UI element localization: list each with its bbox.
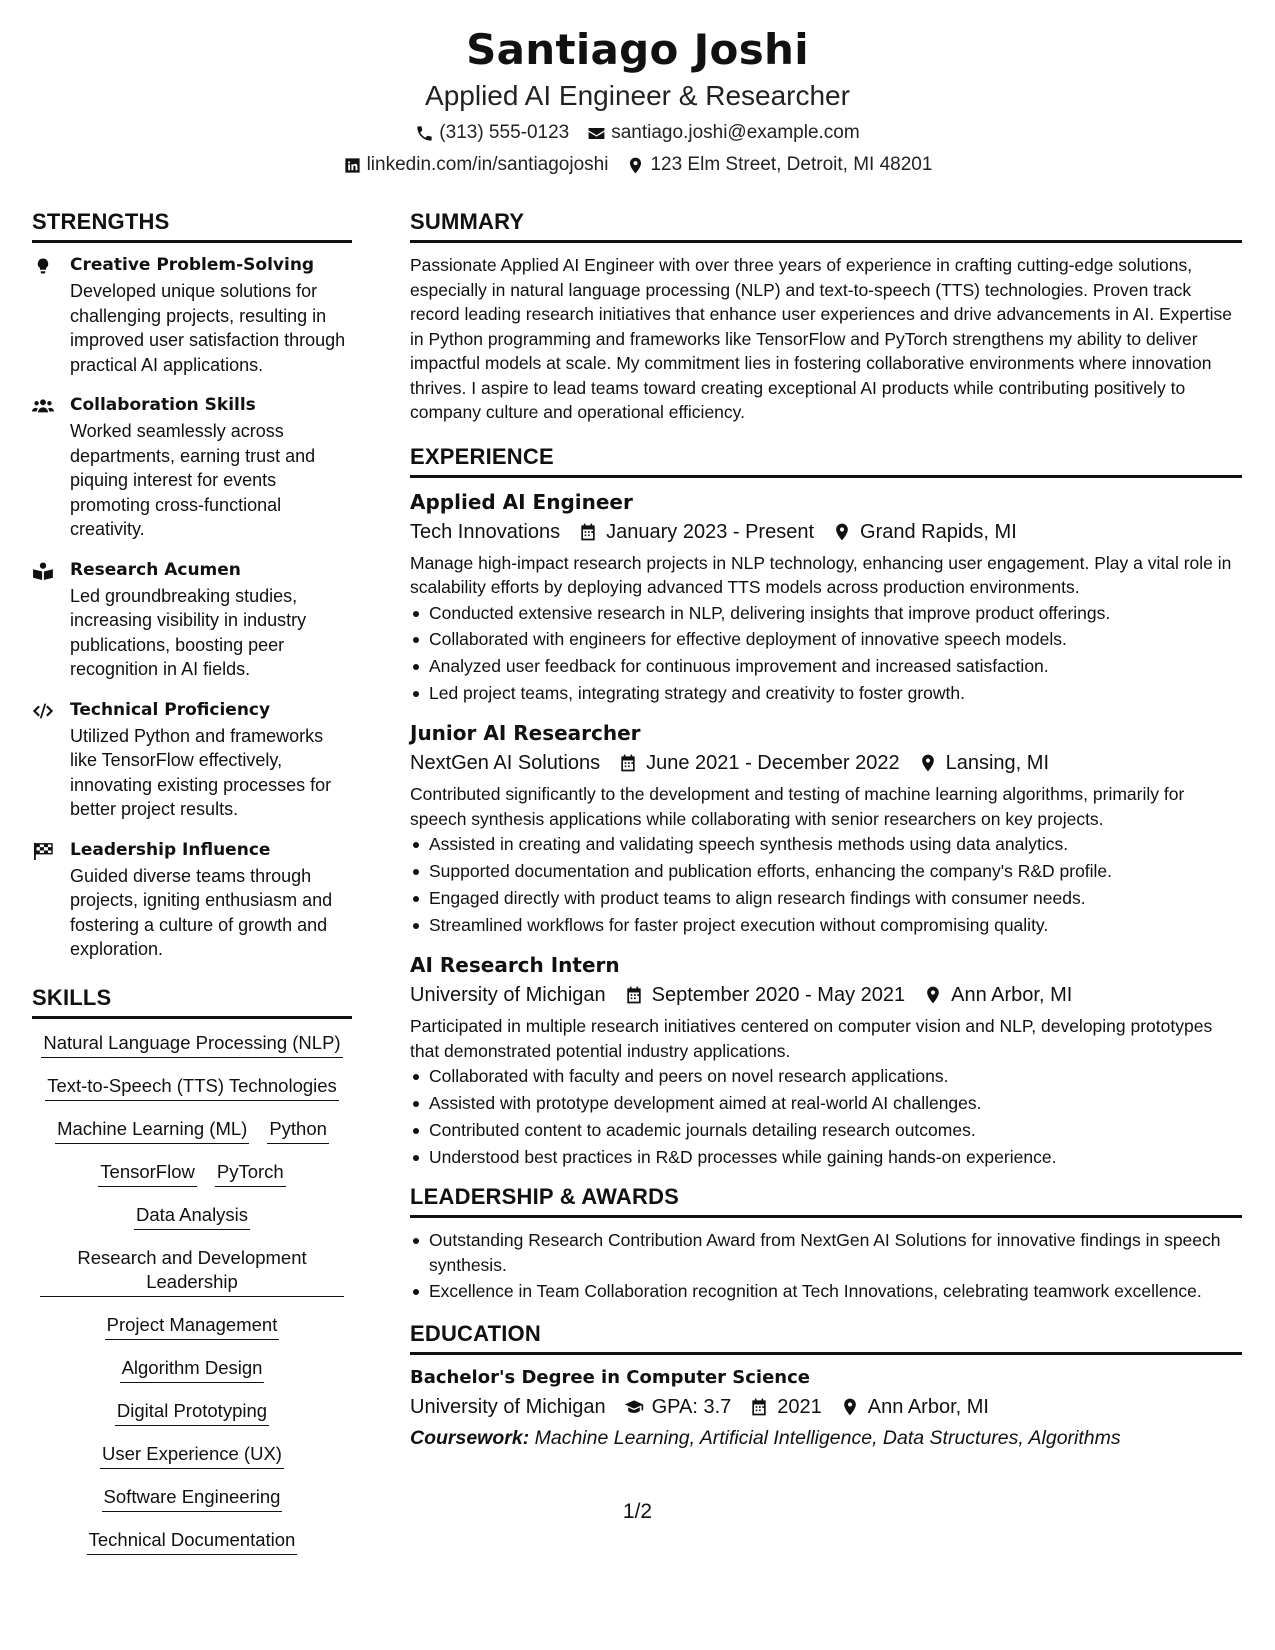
job-entry	[410, 719, 1242, 937]
phone-contact	[415, 120, 569, 146]
bullet-item: Streamlined workflows for faster project execution without compromising quality.	[410, 913, 1242, 938]
strength-description: Led groundbreaking studies, increasing visibility in industry publications, boosting peer recognition in AI fields.	[70, 585, 307, 679]
map-marker-icon	[626, 156, 645, 175]
job-entry	[410, 951, 1242, 1169]
skill-tag: User Experience (UX)	[100, 1442, 284, 1469]
job-location: Grand Rapids, MI	[832, 517, 1017, 547]
skill-tag: Machine Learning (ML)	[55, 1117, 249, 1144]
job-entry	[410, 488, 1242, 706]
address-contact	[626, 152, 932, 178]
award-item: Outstanding Research Contribution Award from NextGen AI Solutions for innovative findings in speech synthesis.	[410, 1228, 1242, 1277]
linkedin-text[interactable]: linkedin.com/in/santiagojoshi	[366, 154, 609, 175]
strength-item	[32, 393, 352, 542]
candidate-role: Applied AI Engineer & Researcher	[425, 80, 850, 111]
summary-heading: SUMMARY	[410, 208, 1242, 243]
bullet-item: Collaborated with faculty and peers on novel research applications.	[410, 1064, 1242, 1089]
skill-tag: Text-to-Speech (TTS) Technologies	[45, 1074, 339, 1101]
calendar-icon	[618, 753, 638, 773]
bullet-item: Led project teams, integrating strategy and creativity to foster growth.	[410, 681, 1242, 706]
map-marker-icon	[840, 1397, 860, 1417]
education-heading: EDUCATION	[410, 1320, 1242, 1355]
job-bullets	[410, 832, 1242, 937]
skill-tag: Project Management	[105, 1313, 280, 1340]
strength-title: Technical Proficiency	[70, 699, 271, 720]
calendar-icon	[578, 522, 598, 542]
skill-tag: Technical Documentation	[87, 1528, 298, 1555]
phone-text: (313) 555-0123	[439, 122, 570, 143]
linkedin-icon	[343, 156, 362, 175]
strength-description: Utilized Python and frameworks like TensorFlow effectively, innovating existing processes for better project results.	[70, 725, 332, 819]
skill-tag: Python	[267, 1117, 329, 1144]
skill-tag: PyTorch	[215, 1160, 286, 1187]
summary-text: Passionate Applied AI Engineer with over three years of experience in crafting cutting-edge solutions, especially in natural language processing (NLP) and text-to-speech (TTS) technologies. Proven track record leading research initiatives that enhance user experiences and drive advancements in AI. Expertise in Python programming and frameworks like TensorFlow and PyTorch strengthens my ability to deliver impactful models at scale. My commitment lies in fostering collaborative environments where innovation thrives. I aspire to lead teams toward creating exceptional AI products while contributing positively to company culture and operational efficiency.	[410, 255, 1232, 422]
degree-title: Bachelor's Degree in Computer Science	[410, 1366, 810, 1388]
strength-description: Guided diverse teams through projects, igniting enthusiasm and fostering a culture of growth and exploration.	[70, 865, 333, 959]
bullet-item: Engaged directly with product teams to align research findings with consumer needs.	[410, 886, 1242, 911]
leadership-heading: LEADERSHIP & AWARDS	[410, 1183, 1242, 1218]
strengths-heading: STRENGTHS	[32, 208, 352, 243]
strength-item	[32, 558, 352, 682]
job-description: Contributed significantly to the development and testing of machine learning algorithms, primarily for speech synthesis applications while collaborating with senior researchers on key projects.	[410, 784, 1185, 829]
resume-header	[0, 24, 1275, 178]
bullet-item: Contributed content to academic journals detailing research outcomes.	[410, 1118, 1242, 1143]
coursework-list: Machine Learning, Artificial Intelligence, Data Structures, Algorithms	[534, 1426, 1121, 1449]
bullet-item: Collaborated with engineers for effective deployment of innovative speech models.	[410, 627, 1242, 652]
address-text: 123 Elm Street, Detroit, MI 48201	[650, 154, 933, 175]
job-meta	[410, 980, 1242, 1010]
calendar-icon	[624, 985, 644, 1005]
map-marker-icon	[923, 985, 943, 1005]
skill-tag: TensorFlow	[98, 1160, 197, 1187]
email-text[interactable]: santiago.joshi@example.com	[611, 122, 860, 143]
page-number: 1/2	[622, 1500, 653, 1523]
map-marker-icon	[918, 753, 938, 773]
right-column	[410, 208, 1242, 1452]
strength-title: Creative Problem-Solving	[70, 255, 315, 275]
job-company: Tech Innovations	[410, 520, 561, 543]
strength-description: Developed unique solutions for challenging projects, resulting in improved user satisfaction through practical AI applications.	[70, 281, 346, 375]
bullet-item: Conducted extensive research in NLP, delivering insights that improve product offerings.	[410, 601, 1242, 626]
envelope-icon	[587, 124, 606, 143]
strength-item	[32, 698, 352, 822]
code-icon	[32, 702, 54, 720]
bullet-item: Assisted in creating and validating speech synthesis methods using data analytics.	[410, 832, 1242, 857]
skill-tag: Research and Development Leadership	[40, 1246, 344, 1297]
job-company: University of Michigan	[410, 984, 606, 1007]
skills-heading: SKILLS	[32, 984, 352, 1019]
bullet-item: Understood best practices in R&D processes while gaining hands-on experience.	[410, 1145, 1242, 1170]
job-dates: September 2020 - May 2021	[624, 980, 906, 1010]
skill-tag: Software Engineering	[102, 1485, 283, 1512]
contact-row-1	[0, 120, 1275, 146]
bullet-item: Assisted with prototype development aimed at real-world AI challenges.	[410, 1091, 1242, 1116]
coursework-label: Coursework:	[410, 1426, 530, 1449]
skills-list	[32, 1031, 352, 1555]
strength-description: Worked seamlessly across departments, earning trust and piquing interest for events promoting cross-functional creativity.	[70, 421, 316, 539]
education-year: 2021	[749, 1392, 822, 1422]
skill-tag: Digital Prototyping	[115, 1399, 269, 1426]
skill-tag: Algorithm Design	[120, 1356, 265, 1383]
job-description: Manage high-impact research projects in NLP technology, enhancing user engagement. Play a vital role in scalability efforts by deploying advanced TTS models across production environments.	[410, 552, 1232, 597]
lightbulb-icon	[32, 257, 54, 275]
email-contact[interactable]	[587, 120, 859, 146]
book-reader-icon	[32, 562, 54, 580]
education-meta	[410, 1392, 1242, 1422]
strength-item	[32, 253, 352, 377]
job-location: Ann Arbor, MI	[923, 980, 1072, 1010]
job-dates: January 2023 - Present	[578, 517, 814, 547]
calendar-icon	[749, 1397, 769, 1417]
job-bullets	[410, 601, 1242, 706]
skill-tag: Natural Language Processing (NLP)	[41, 1031, 342, 1058]
education-gpa: GPA: 3.7	[624, 1392, 732, 1422]
job-description: Participated in multiple research initiatives centered on computer vision and NLP, developing prototypes that demonstrated potential industry applications.	[410, 1016, 1213, 1061]
skill-tag: Data Analysis	[134, 1203, 250, 1230]
education-location: Ann Arbor, MI	[840, 1392, 989, 1422]
strength-title: Research Acumen	[70, 559, 241, 580]
linkedin-contact[interactable]	[343, 152, 609, 178]
job-bullets	[410, 1064, 1242, 1169]
contact-row-2	[0, 152, 1275, 178]
job-meta	[410, 517, 1242, 547]
job-title: Applied AI Engineer	[410, 489, 633, 514]
map-marker-icon	[832, 522, 852, 542]
job-meta	[410, 748, 1242, 778]
awards-list	[410, 1228, 1242, 1304]
job-title: AI Research Intern	[410, 953, 620, 978]
education-school: University of Michigan	[410, 1395, 606, 1418]
left-column	[32, 208, 352, 1571]
graduation-cap-icon	[624, 1397, 644, 1417]
strength-item	[32, 838, 352, 962]
job-dates: June 2021 - December 2022	[618, 748, 900, 778]
candidate-name: Santiago Joshi	[466, 25, 809, 74]
strength-title: Collaboration Skills	[70, 395, 256, 415]
bullet-item: Supported documentation and publication efforts, enhancing the company's R&D profile.	[410, 859, 1242, 884]
strength-title: Leadership Influence	[70, 839, 271, 860]
job-company: NextGen AI Solutions	[410, 752, 601, 775]
users-icon	[32, 397, 54, 415]
coursework	[410, 1424, 1242, 1452]
experience-heading: EXPERIENCE	[410, 443, 1242, 478]
job-title: Junior AI Researcher	[410, 721, 641, 746]
phone-icon	[415, 124, 434, 143]
job-location: Lansing, MI	[918, 748, 1049, 778]
flag-checkered-icon	[32, 842, 54, 860]
bullet-item: Analyzed user feedback for continuous improvement and increased satisfaction.	[410, 654, 1242, 679]
award-item: Excellence in Team Collaboration recognition at Tech Innovations, celebrating teamwork excellence.	[410, 1279, 1242, 1304]
